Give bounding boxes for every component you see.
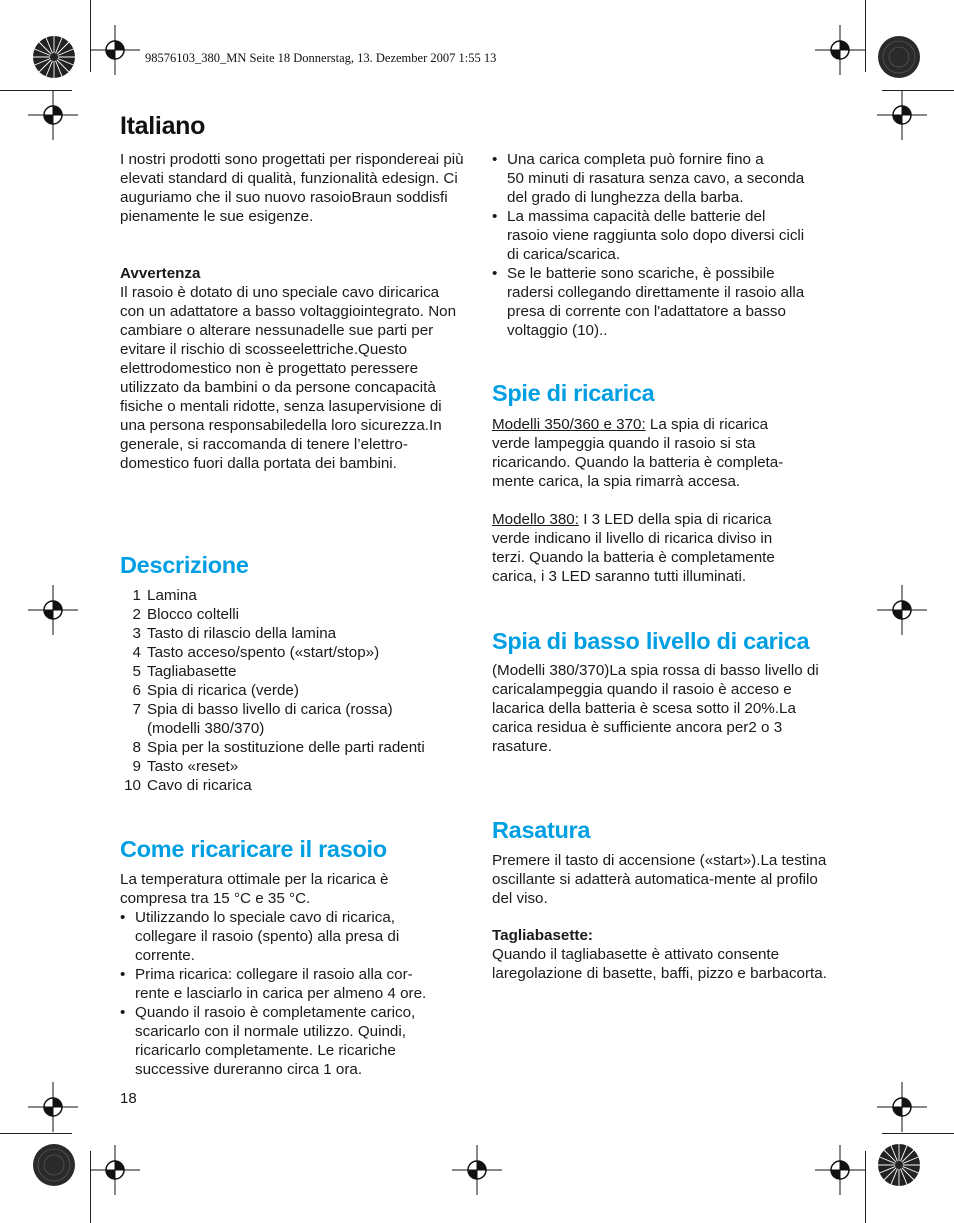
text-line: regolazione di basette, baffi, pizzo e barba [503,965,789,982]
bullet-item [492,207,837,264]
item-label: Blocco coltelli [147,606,240,623]
print-header: 98576103_380_MN Seite 18 Donnerstag, 13. Dezember 2007 1:55 13 [145,51,497,65]
text-line: compresa tra 15 °C e 35 °C. [120,890,311,907]
section-heading-basso: Spia di basso livello di carica [492,628,810,654]
item-number [120,719,147,738]
text-line: capacità fisiche o mentali ridotte, senza la [120,379,436,415]
registration-mark-icon [90,25,140,75]
item-label: Tasto «reset» [147,758,239,775]
text-line: elettriche. [292,341,359,358]
registration-mark-icon [28,90,78,140]
text-line: I 3 LED della spia di ricarica [578,511,772,528]
text-line: mente carica, la spia rimarrà accesa. [492,473,741,490]
registration-mark-icon [452,1145,502,1195]
charging-section [120,870,465,1079]
parts-list-item [120,624,465,643]
text-line: voltaggio (10).. [507,322,608,339]
text-line: lampeggia quando il rasoio è acceso e la [492,681,792,717]
warning-heading: Avvertenza [120,265,201,282]
item-number: 9 [132,758,141,775]
text-line: carica, i 3 LED saranno tutti illuminati. [492,568,747,585]
parts-list-item [120,643,465,662]
text-line: domestico fuori dalla portata dei bambini. [120,455,397,472]
item-number: 2 [132,606,141,623]
text-line: • Utilizzando lo speciale cavo di ricarica, [135,909,395,926]
parts-list-item [120,738,465,757]
text-line: La spia di ricarica [645,416,769,433]
text-line: radersi collegando direttamente il rasoio alla [507,284,805,301]
parts-list-item [120,776,465,795]
parts-list-item [120,681,465,700]
parts-list-item [120,662,465,681]
item-number: 10 [124,777,141,794]
text-line: ricaricarlo completamente. Le ricariche [135,1042,396,1059]
registration-mark-icon [815,1145,865,1195]
registration-mark-icon [90,1145,140,1195]
text-line: I nostri prodotti sono progettati per rispondere [120,151,428,168]
item-label: Tasto acceso/spento («start/stop») [147,644,380,661]
spie-paragraph-2 [492,510,837,586]
text-line: supervisione di una persona responsabile [120,398,442,434]
registration-mark-icon [815,25,865,75]
item-label: Spia per la sostituzione delle parti radenti [147,739,425,756]
starburst-target-icon [32,1143,76,1187]
bullet-item [120,1003,465,1079]
text-line: successive dureranno circa 1 ora. [135,1061,363,1078]
parts-list-item [120,586,465,605]
intro-paragraph [120,150,465,226]
low-battery-section [492,661,837,756]
charging-intro [120,870,465,908]
text-line: integrato. Non cambiare o alterare nessuna [120,303,457,339]
text-line: rasoio viene raggiunta solo dopo diversi cicli [507,227,805,244]
starburst-target-icon [877,35,921,79]
text-line: della loro sicurezza. [294,417,430,434]
bullet-item [120,908,465,965]
item-label: Cavo di ricarica [147,777,252,794]
text-line: La temperatura ottimale per la ricarica è [120,871,389,888]
text-line: La carica residua è sufficiente ancora per [492,700,796,736]
text-line: corrente. [135,947,195,964]
text-line: essere utilizzato da bambini o da persone con [120,360,419,396]
text-line: 2 o 3 rasature. [492,719,783,755]
text-line: La spia rossa di basso livello di carica [492,662,819,698]
parts-list [120,586,465,795]
section-heading-rasatura: Rasatura [492,817,591,843]
text-line: presa di corrente con l'adattatore a basso [507,303,786,320]
item-label: Lamina [147,587,197,604]
text-line: Braun soddisfi pienamente le sue esigenze. [120,189,448,225]
text-line: ricaricando. Quando la batteria è completa- [492,454,784,471]
text-line: corta. [788,965,827,982]
item-label: (modelli 380/370) [147,720,265,737]
text-line: carica della batteria è scesa sotto il 20%. [503,700,780,717]
text-line: Questo elettrodomestico non è progettato per [120,341,408,377]
registration-mark-icon [28,585,78,635]
text-line: terzi. Quando la batteria è completamente [492,549,775,566]
spie-section [492,415,837,586]
text-line: ricarica con un adattatore a basso voltaggio [120,284,440,320]
item-number: 8 [132,739,141,756]
warning-text [120,283,465,473]
item-number: 7 [132,701,141,718]
item-number: 1 [132,587,141,604]
text-line: ai più elevati standard di qualità, funzionalità e [120,151,464,187]
item-label: Tagliabasette [147,663,237,680]
text-line: design. Ci auguriamo che il suo nuovo rasoio [120,170,458,206]
text-line: (Modelli 380/370) [492,662,610,679]
section-heading-spie: Spie di ricarica [492,380,655,406]
starburst-target-icon [32,35,76,79]
trimmer-heading: Tagliabasette: [492,927,593,944]
bullet-item [492,264,837,340]
item-number: 6 [132,682,141,699]
text-line: • Se le batterie sono scariche, è possibile [507,265,775,282]
text-line: • Quando il rasoio è completamente carico, [135,1004,416,1021]
item-number: 5 [132,663,141,680]
bullet-item [120,965,465,1003]
text-line: verde lampeggia quando il rasoio si sta [492,435,756,452]
warning-section [120,264,465,473]
text-line: di carica/scarica. [507,246,621,263]
parts-list-item [120,700,465,719]
text-line: 50 minuti di rasatura senza cavo, a seconda [507,170,805,187]
spie-paragraph-1 [492,415,837,491]
text-line: • Prima ricarica: collegare il rasoio alla cor- [135,966,413,983]
section-heading-descrizione: Descrizione [120,552,249,578]
model-label: Modello 380: [492,511,579,528]
text-line: • La massima capacità delle batterie del [507,208,766,225]
parts-list-item [120,719,465,738]
section-heading-ricaricare: Come ricaricare il rasoio [120,836,387,862]
item-number: 4 [132,644,141,661]
text-line: Quando il tagliabasette è attivato consente la [492,946,780,982]
parts-list-item [120,757,465,776]
registration-mark-icon [877,585,927,635]
bullet-item [492,150,837,207]
shaving-section [492,851,837,983]
starburst-target-icon [877,1143,921,1187]
item-label: Spia di basso livello di carica (rossa) [147,701,393,718]
text-line: verde indicano il livello di ricarica diviso in [492,530,773,547]
text-line: Il rasoio è dotato di uno speciale cavo di [120,284,391,301]
text-line: scaricarlo con il normale utilizzo. Quindi, [135,1023,406,1040]
item-number: 3 [132,625,141,642]
text-line: mente al profilo del viso. [492,871,818,907]
text-line: del grado di lunghezza della barba. [507,189,744,206]
registration-mark-icon [877,90,927,140]
model-label: Modelli 350/360 e 370: [492,416,646,433]
text-line: La testina oscillante si adatterà automatica- [492,852,827,888]
text-line: In generale, si raccomanda di tenere l’elettro- [120,417,442,453]
parts-list-item [120,605,465,624]
text-line: Premere il tasto di accensione («start»). [492,852,761,869]
charging-notes-list [492,150,837,340]
page-title: Italiano [120,112,206,140]
text-line: rente e lasciarlo in carica per almeno 4 ore. [135,985,427,1002]
item-label: Spia di ricarica (verde) [147,682,299,699]
item-label: Tasto di rilascio della lamina [147,625,337,642]
registration-mark-icon [877,1082,927,1132]
text-line: • Una carica completa può fornire fino a [507,151,764,168]
registration-mark-icon [28,1082,78,1132]
text-line: delle sue parti per evitare il rischio di scosse [120,322,434,358]
text-line: collegare il rasoio (spento) alla presa di [135,928,400,945]
page-number: 18 [120,1090,137,1107]
